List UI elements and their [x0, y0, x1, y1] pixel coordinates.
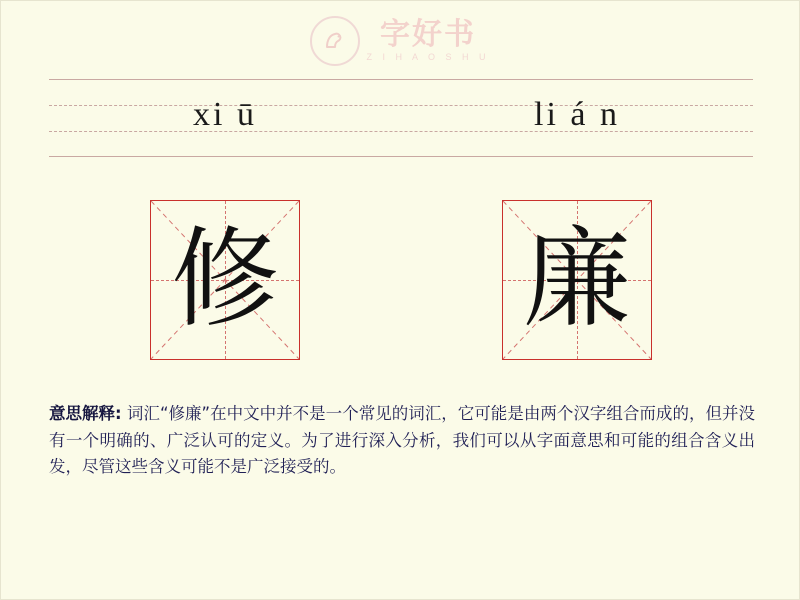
- site-logo: [1, 11, 799, 71]
- explanation-label: 意思解释:: [49, 404, 122, 423]
- logo-text: [366, 17, 490, 62]
- pinyin-row: [49, 79, 753, 157]
- explanation-block: [49, 401, 755, 481]
- logo-subtitle: Z I H A O S H U: [366, 52, 490, 62]
- character-cell-1: [49, 199, 401, 361]
- character-row: [49, 199, 753, 361]
- logo-title: 字好书: [379, 17, 476, 52]
- horse-seal-icon: [310, 16, 360, 66]
- character-cell-2: [401, 199, 753, 361]
- tian-zi-ge-box-1: [150, 200, 300, 360]
- character-glyph-lian: 廉: [522, 217, 631, 342]
- explanation-text: 词汇“修廉”在中文中并不是一个常见的词汇，它可能是由两个汉字组合而成的，但并没有一个明确的、广泛认可的定义。为了进行深入分析，我们可以从字面意思和可能的组合含义出发，尽管这些含义可能不是广泛接受的。: [49, 404, 755, 477]
- pinyin-xiu: xi ū: [193, 96, 257, 133]
- tian-zi-ge-box-2: [502, 200, 652, 360]
- character-glyph-xiu: 修: [170, 217, 279, 342]
- pinyin-lian: li á n: [534, 96, 620, 133]
- pinyin-staff: [49, 79, 753, 157]
